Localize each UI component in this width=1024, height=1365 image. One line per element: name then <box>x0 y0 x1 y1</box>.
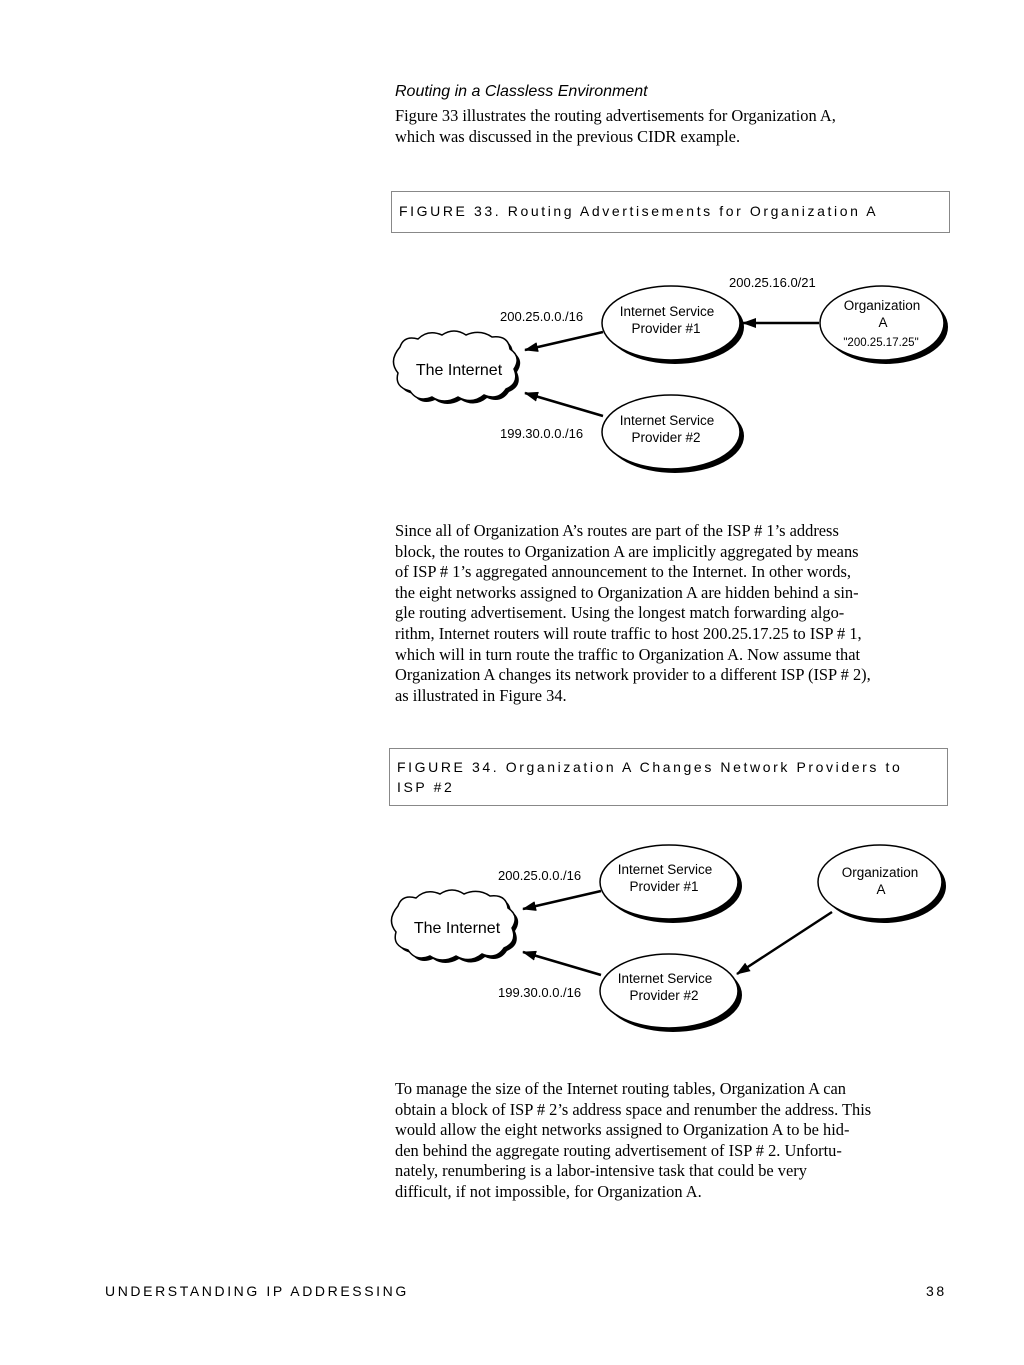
isp2-label-line2: Provider #2 <box>629 988 699 1003</box>
text-line: gle routing advertisement. Using the longest match forwarding algo- <box>395 603 845 623</box>
isp1-label-line1: Internet Service <box>619 304 715 319</box>
isp2-node <box>600 954 742 1032</box>
figure-34-diagram <box>380 824 960 1054</box>
isp1-label-line2: Provider #1 <box>629 879 699 894</box>
arrow-isp1-to-internet <box>523 891 601 909</box>
isp2-label-line2: Provider #2 <box>631 430 701 445</box>
isp1-prefix-label: 200.25.0.0./16 <box>498 868 582 883</box>
figure-33-caption: FIGURE 33. Routing Advertisements for Organization A <box>399 203 879 219</box>
organization-a-node <box>820 286 948 364</box>
arrow-isp1-to-internet <box>525 332 603 350</box>
text-line: To manage the size of the Internet routing tables, Organization A can <box>395 1079 846 1098</box>
organization-label-line2: A <box>878 315 888 330</box>
text-line: which will in turn route the traffic to Organization A. Now assume that <box>395 644 861 664</box>
text-line: of ISP # 1’s aggregated announcement to the Internet. In other words, <box>395 562 851 582</box>
arrow-isp2-to-internet <box>525 393 603 416</box>
text-line: difficult, if not impossible, for Organization A. <box>395 1181 702 1201</box>
figure-33-caption-box <box>391 191 950 233</box>
organization-label-line1: Organization <box>841 865 919 880</box>
isp2-label-line1: Internet Service <box>619 413 715 428</box>
text-line: Figure 33 illustrates the routing advertisements for Organization A, <box>395 106 836 125</box>
text-line: den behind the aggregate routing advertisement of ISP # 2. Unfortu- <box>395 1140 842 1160</box>
footer-title: UNDERSTANDING IP ADDRESSING <box>105 1283 409 1299</box>
text-line: the eight networks assigned to Organization A are hidden behind a sin- <box>395 582 859 602</box>
text-line: block, the routes to Organization A are implicitly aggregated by means <box>395 541 859 561</box>
figure-34-caption-line2: ISP #2 <box>397 779 455 795</box>
text-line: rithm, Internet routers will route traffic to host 200.25.17.25 to ISP # 1, <box>395 623 862 643</box>
internet-cloud <box>393 331 520 404</box>
isp2-prefix-label: 199.30.0.0./16 <box>498 985 582 1000</box>
organization-a-node <box>818 845 946 923</box>
org-prefix-label: 200.25.16.0/21 <box>729 275 816 290</box>
section-title: Routing in a Classless Environment <box>395 83 648 100</box>
organization-address: "200.25.17.25" <box>843 337 919 349</box>
isp1-label-line1: Internet Service <box>617 862 713 877</box>
text-line: Organization A changes its network provider to a different ISP (ISP # 2), <box>395 665 871 685</box>
text-line: which was discussed in the previous CIDR example. <box>395 126 741 146</box>
isp2-label-line1: Internet Service <box>617 971 713 986</box>
organization-label-line2: A <box>876 882 886 897</box>
isp1-node <box>600 845 742 923</box>
text-line: nately, renumbering is a labor-intensive task that could be very <box>395 1161 807 1181</box>
body-paragraph-2 <box>395 1079 950 1203</box>
arrow-org-to-isp2 <box>737 912 832 974</box>
isp1-label-line2: Provider #1 <box>631 321 701 336</box>
text-line: Since all of Organization A’s routes are part of the ISP # 1’s address <box>395 521 839 540</box>
figure-34-caption-line1: FIGURE 34. Organization A Changes Network Providers to <box>397 759 903 775</box>
organization-label-line1: Organization <box>843 298 921 313</box>
text-line: as illustrated in Figure 34. <box>395 685 567 705</box>
arrow-isp2-to-internet <box>523 952 601 975</box>
figure-33-diagram <box>380 265 960 495</box>
isp1-prefix-label: 200.25.0.0./16 <box>500 309 584 324</box>
page-number: 38 <box>926 1283 947 1299</box>
intro-paragraph <box>395 106 950 147</box>
figure-34-caption-box <box>389 748 948 806</box>
internet-label: The Internet <box>415 362 503 379</box>
internet-cloud <box>391 890 518 963</box>
isp2-prefix-label: 199.30.0.0./16 <box>500 426 584 441</box>
text-line: would allow the eight networks assigned to Organization A to be hid- <box>395 1120 850 1140</box>
isp1-node <box>602 286 744 364</box>
isp2-node <box>602 395 744 473</box>
text-line: obtain a block of ISP # 2’s address space and renumber the address. This <box>395 1099 872 1119</box>
internet-label: The Internet <box>413 920 501 937</box>
body-paragraph-1 <box>395 521 950 706</box>
